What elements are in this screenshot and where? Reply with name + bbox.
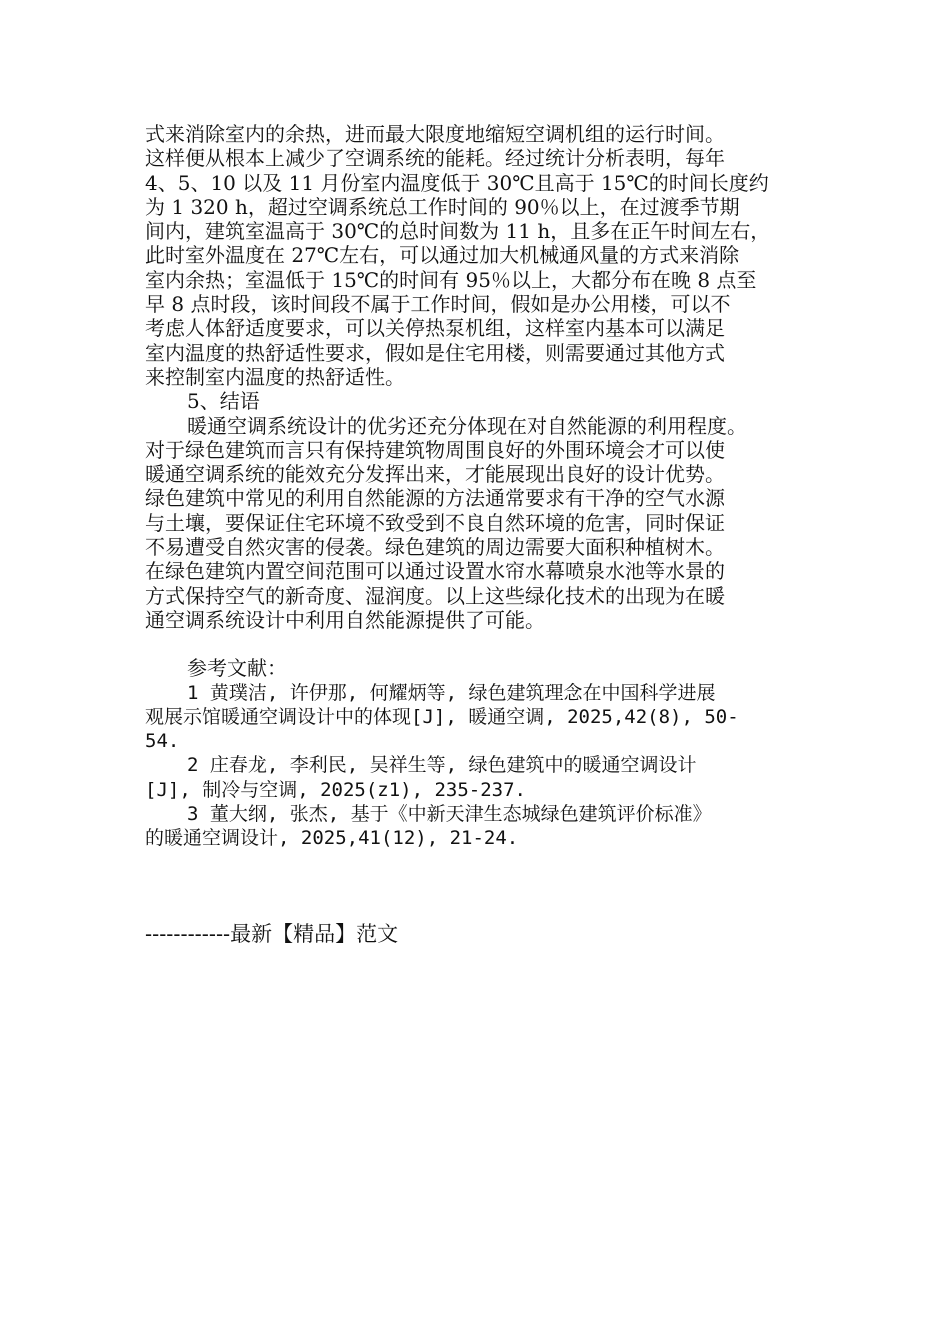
- text-line: 室内余热；室温低于 15℃的时间有 95％以上，大都分布在晚 8 点至: [145, 267, 757, 292]
- paragraph-conclusion: [145, 414, 825, 633]
- reference-line: 54.: [145, 730, 180, 753]
- text-line: 暖通空调系统设计的优劣还充分体现在对自然能源的利用程度。: [187, 413, 747, 438]
- text-line: 早 8 点时段，该时间段不属于工作时间，假如是办公用楼，可以不: [145, 292, 731, 317]
- paragraph-energy-analysis: [145, 122, 825, 389]
- reference-list: [145, 681, 825, 851]
- text-line: 方式保持空气的新奇度、湿润度。以上这些绿化技术的出现为在暖: [145, 583, 725, 608]
- reference-item: [145, 753, 825, 802]
- text-line: 4、5、10 以及 11 月份室内温度低于 30℃且高于 15℃的时间长度约: [145, 170, 769, 195]
- text-line: 考虑人体舒适度要求，可以关停热泵机组，这样室内基本可以满足: [145, 316, 725, 341]
- section-heading-conclusion: 5、结语: [187, 389, 260, 414]
- text-line: 为 1 320 h，超过空调系统总工作时间的 90％以上，在过渡季节期: [145, 194, 740, 219]
- text-line: 来控制室内温度的热舒适性。: [145, 364, 405, 389]
- text-line: 不易遭受自然灾害的侵袭。绿色建筑的周边需要大面积种植树木。: [145, 535, 725, 560]
- text-line: 式来消除室内的余热，进而最大限度地缩短空调机组的运行时间。: [145, 122, 725, 146]
- reference-item: [145, 681, 825, 754]
- reference-item: [145, 802, 825, 851]
- text-line: 对于绿色建筑而言只有保持建筑物周围良好的外围环境会才可以使: [145, 437, 725, 462]
- spacer: [145, 632, 825, 656]
- text-line: 间内，建筑室温高于 30℃的总时间数为 11 h，且多在正午时间左右，: [145, 219, 771, 244]
- text-line: 此时室外温度在 27℃左右，可以通过加大机械通风量的方式来消除: [145, 243, 740, 268]
- text-line: 这样便从根本上减少了空调系统的能耗。经过统计分析表明，每年: [145, 146, 725, 171]
- reference-line: 2 庄春龙, 李利民, 吴祥生等, 绿色建筑中的暖通空调设计: [187, 754, 697, 777]
- reference-line: [J], 制冷与空调, 2025(z1), 235-237.: [145, 778, 526, 801]
- document-body: [145, 122, 825, 851]
- text-line: 暖通空调系统的能效充分发挥出来，才能展现出良好的设计优势。: [145, 462, 725, 487]
- text-line: 通空调系统设计中利用自然能源提供了可能。: [145, 607, 545, 632]
- section-heading-references: 参考文献：: [187, 656, 287, 681]
- text-line: 在绿色建筑内置空间范围可以通过设置水帘水幕喷泉水池等水景的: [145, 559, 725, 584]
- text-line: 与土壤，要保证住宅环境不致受到不良自然环境的危害，同时保证: [145, 510, 725, 535]
- reference-line: 3 董大纲, 张杰, 基于《中新天津生态城绿色建筑评价标准》: [187, 803, 712, 826]
- reference-line: 1 黄璞洁, 许伊那, 何耀炳等, 绿色建筑理念在中国科学进展: [187, 681, 716, 704]
- reference-line: 的暖通空调设计, 2025,41(12), 21-24.: [145, 827, 519, 850]
- text-line: 室内温度的热舒适性要求，假如是住宅用楼，则需要通过其他方式: [145, 340, 725, 365]
- footer-label: ------------最新【精品】范文: [145, 922, 399, 946]
- reference-line: 观展示馆暖通空调设计中的体现[J], 暖通空调, 2025,42(8), 50-: [145, 705, 739, 728]
- text-line: 绿色建筑中常见的利用自然能源的方法通常要求有干净的空气水源: [145, 486, 725, 511]
